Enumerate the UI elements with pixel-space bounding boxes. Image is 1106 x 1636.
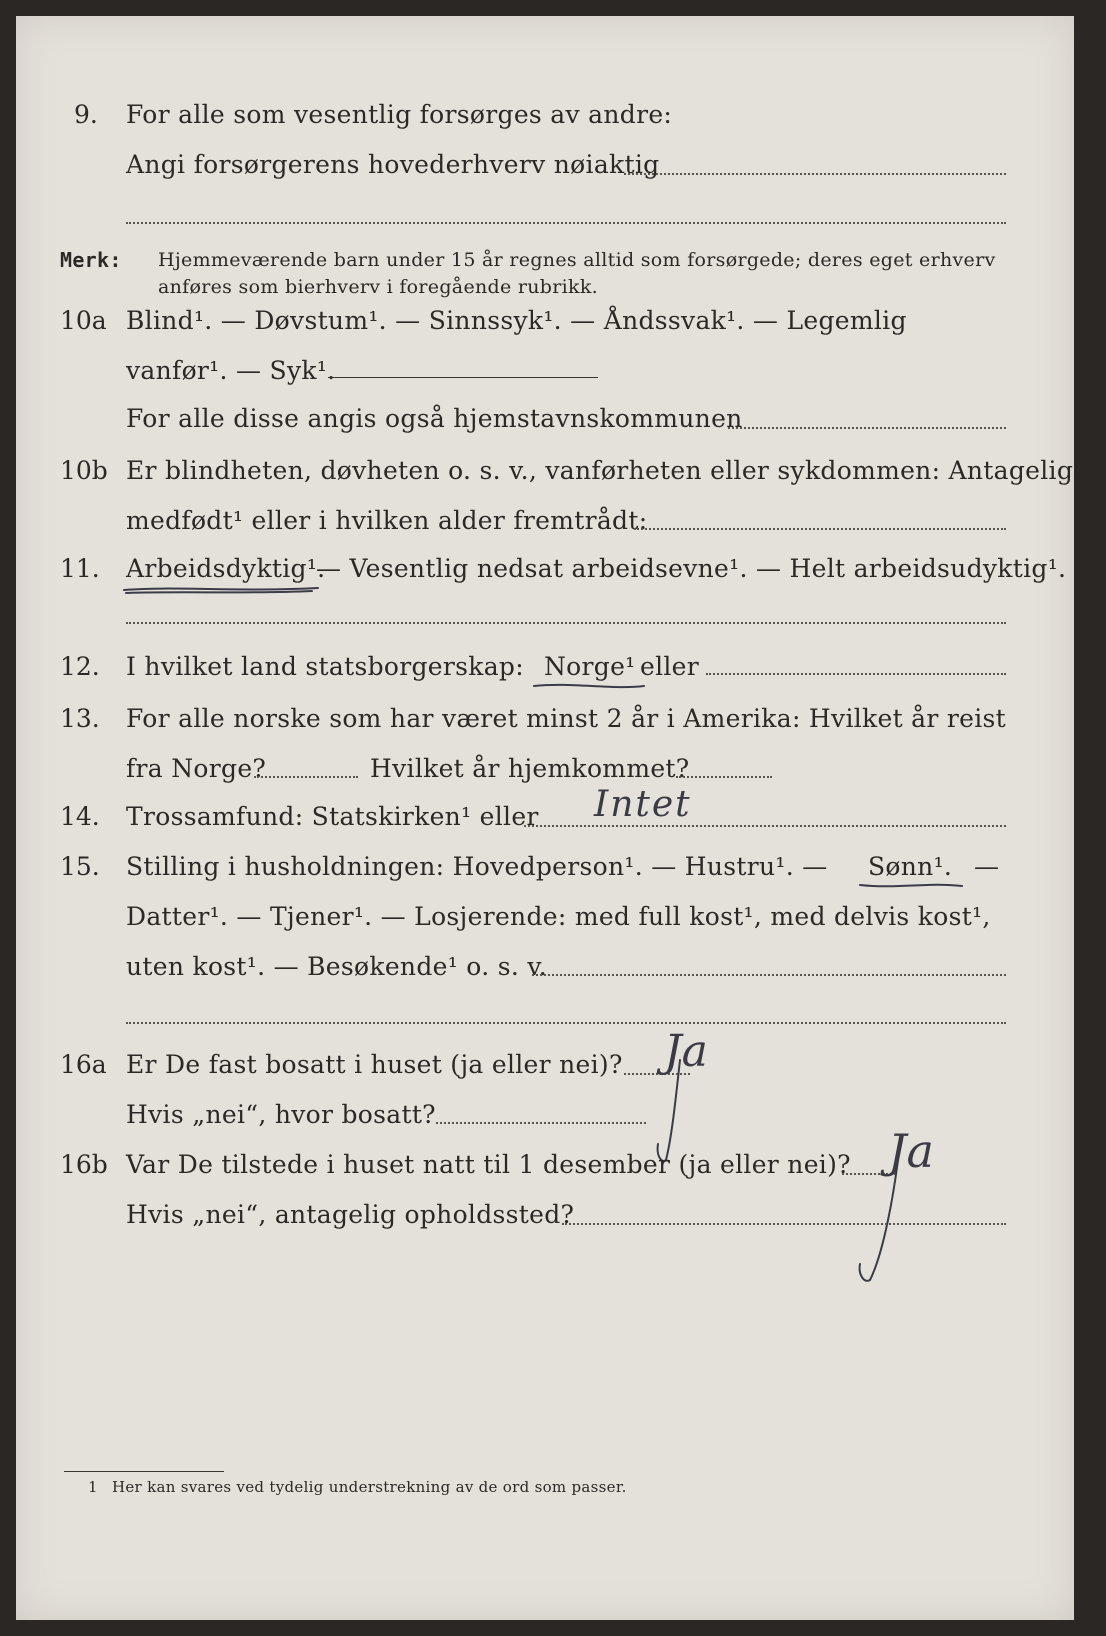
q15-question: Stilling i husholdningen: Hovedperson¹. — Hustru¹. — bbox=[126, 852, 828, 881]
q14-question: Trossamfund: Statskirken¹ eller bbox=[126, 802, 539, 831]
q16b-number: 16b bbox=[60, 1150, 108, 1179]
q14-answer-line[interactable] bbox=[524, 825, 1006, 827]
q13-hjemkommet-prompt: Hvilket år hjemkommet? bbox=[370, 754, 690, 783]
q15-underline-mark bbox=[858, 880, 966, 892]
q9-answer-line[interactable] bbox=[624, 173, 1006, 175]
q16a-followup: Hvis „nei“, hvor bosatt? bbox=[126, 1100, 436, 1129]
q13-reist-prompt: fra Norge? bbox=[126, 754, 267, 783]
q15-answer-line[interactable] bbox=[532, 974, 1006, 976]
q16a-followup-line[interactable] bbox=[436, 1122, 646, 1124]
merk-label: Merk: bbox=[60, 248, 122, 272]
merk-note-line2: anføres som bierhverv i foregående rubrikk. bbox=[158, 276, 598, 298]
q15-options-cont: Datter¹. — Tjener¹. — Losjerende: med full kost¹, med delvis kost¹, bbox=[126, 902, 991, 931]
q11-other-options: — Vesentlig nedsat arbeidsevne¹. — Helt arbeidsudyktig¹. bbox=[316, 554, 1067, 583]
q13-hjemkommet-line[interactable] bbox=[676, 776, 772, 778]
q15-dash: — bbox=[974, 852, 1000, 881]
q16a-number: 16a bbox=[60, 1050, 107, 1079]
q9-answer-line-2[interactable] bbox=[126, 222, 1006, 224]
q15-answer-line-2[interactable] bbox=[126, 1022, 1006, 1024]
q12-question: I hvilket land statsborgerskap: bbox=[126, 652, 524, 681]
q10a-hjemstavn-prompt: For alle disse angis også hjemstavnskommunen bbox=[126, 404, 743, 433]
q15-number: 15. bbox=[60, 852, 100, 881]
q10b-number: 10b bbox=[60, 456, 108, 485]
q16b-followup: Hvis „nei“, antagelig opholdssted? bbox=[126, 1200, 575, 1229]
footnote-mark: 1 bbox=[88, 1478, 98, 1496]
q9-number: 9. bbox=[74, 100, 98, 129]
q10a-answer-line[interactable] bbox=[328, 377, 598, 378]
q12-number: 12. bbox=[60, 652, 100, 681]
q13-number: 13. bbox=[60, 704, 100, 733]
q10a-number: 10a bbox=[60, 306, 107, 335]
q16a-handwritten-answer: Ja bbox=[664, 1026, 708, 1077]
q13-reist-line[interactable] bbox=[254, 776, 358, 778]
census-form-page bbox=[16, 16, 1074, 1620]
q10a-options: Blind¹. — Døvstum¹. — Sinnssyk¹. — Åndssvak¹. — Legemlig bbox=[126, 306, 907, 335]
q14-handwritten-answer: Intet bbox=[594, 784, 692, 825]
q14-number: 14. bbox=[60, 802, 100, 831]
merk-note-line1: Hjemmeværende barn under 15 år regnes alltid som forsørgede; deres eget erhverv bbox=[158, 249, 996, 271]
q16b-question: Var De tilstede i huset natt til 1 desember (ja eller nei)? bbox=[126, 1150, 851, 1179]
q16a-question: Er De fast bosatt i huset (ja eller nei)? bbox=[126, 1050, 623, 1079]
q11-option-arbeidsdyktig[interactable]: Arbeidsdyktig¹. bbox=[126, 554, 326, 583]
q15-option-sonn[interactable]: Sønn¹. bbox=[868, 852, 953, 881]
q9-prompt: Angi forsørgerens hovederhverv nøiaktig bbox=[126, 150, 660, 179]
q10b-question: Er blindheten, døvheten o. s. v., vanførheten eller sykdommen: Antagelig bbox=[126, 456, 1074, 485]
q16b-ink-descender bbox=[852, 1156, 912, 1286]
q9-question: For alle som vesentlig forsørges av andre: bbox=[126, 100, 673, 129]
q10a-options-cont: vanfør¹. — Syk¹. bbox=[126, 356, 336, 385]
q10b-question-cont: medfødt¹ eller i hvilken alder fremtrådt: bbox=[126, 506, 648, 535]
q16b-followup-line[interactable] bbox=[562, 1223, 1006, 1225]
q12-underline-mark bbox=[532, 680, 648, 692]
footnote-rule bbox=[64, 1471, 224, 1472]
q11-answer-line[interactable] bbox=[126, 622, 1006, 624]
q16b-handwritten-answer: Ja bbox=[888, 1124, 934, 1178]
footnote-text: Her kan svares ved tydelig understrekning av de ord som passer. bbox=[112, 1478, 627, 1496]
q12-answer-line[interactable] bbox=[706, 673, 1006, 675]
q11-underline-mark bbox=[122, 582, 322, 596]
q12-eller: eller bbox=[640, 652, 700, 681]
q11-number: 11. bbox=[60, 554, 100, 583]
q12-option-norge[interactable]: Norge¹ bbox=[544, 652, 636, 681]
q13-question: For alle norske som har været minst 2 år i Amerika: Hvilket år reist bbox=[126, 704, 1007, 733]
q15-options-cont2: uten kost¹. — Besøkende¹ o. s. v. bbox=[126, 952, 548, 981]
q10b-answer-line[interactable] bbox=[634, 528, 1006, 530]
q10a-hjemstavn-line[interactable] bbox=[728, 427, 1006, 429]
